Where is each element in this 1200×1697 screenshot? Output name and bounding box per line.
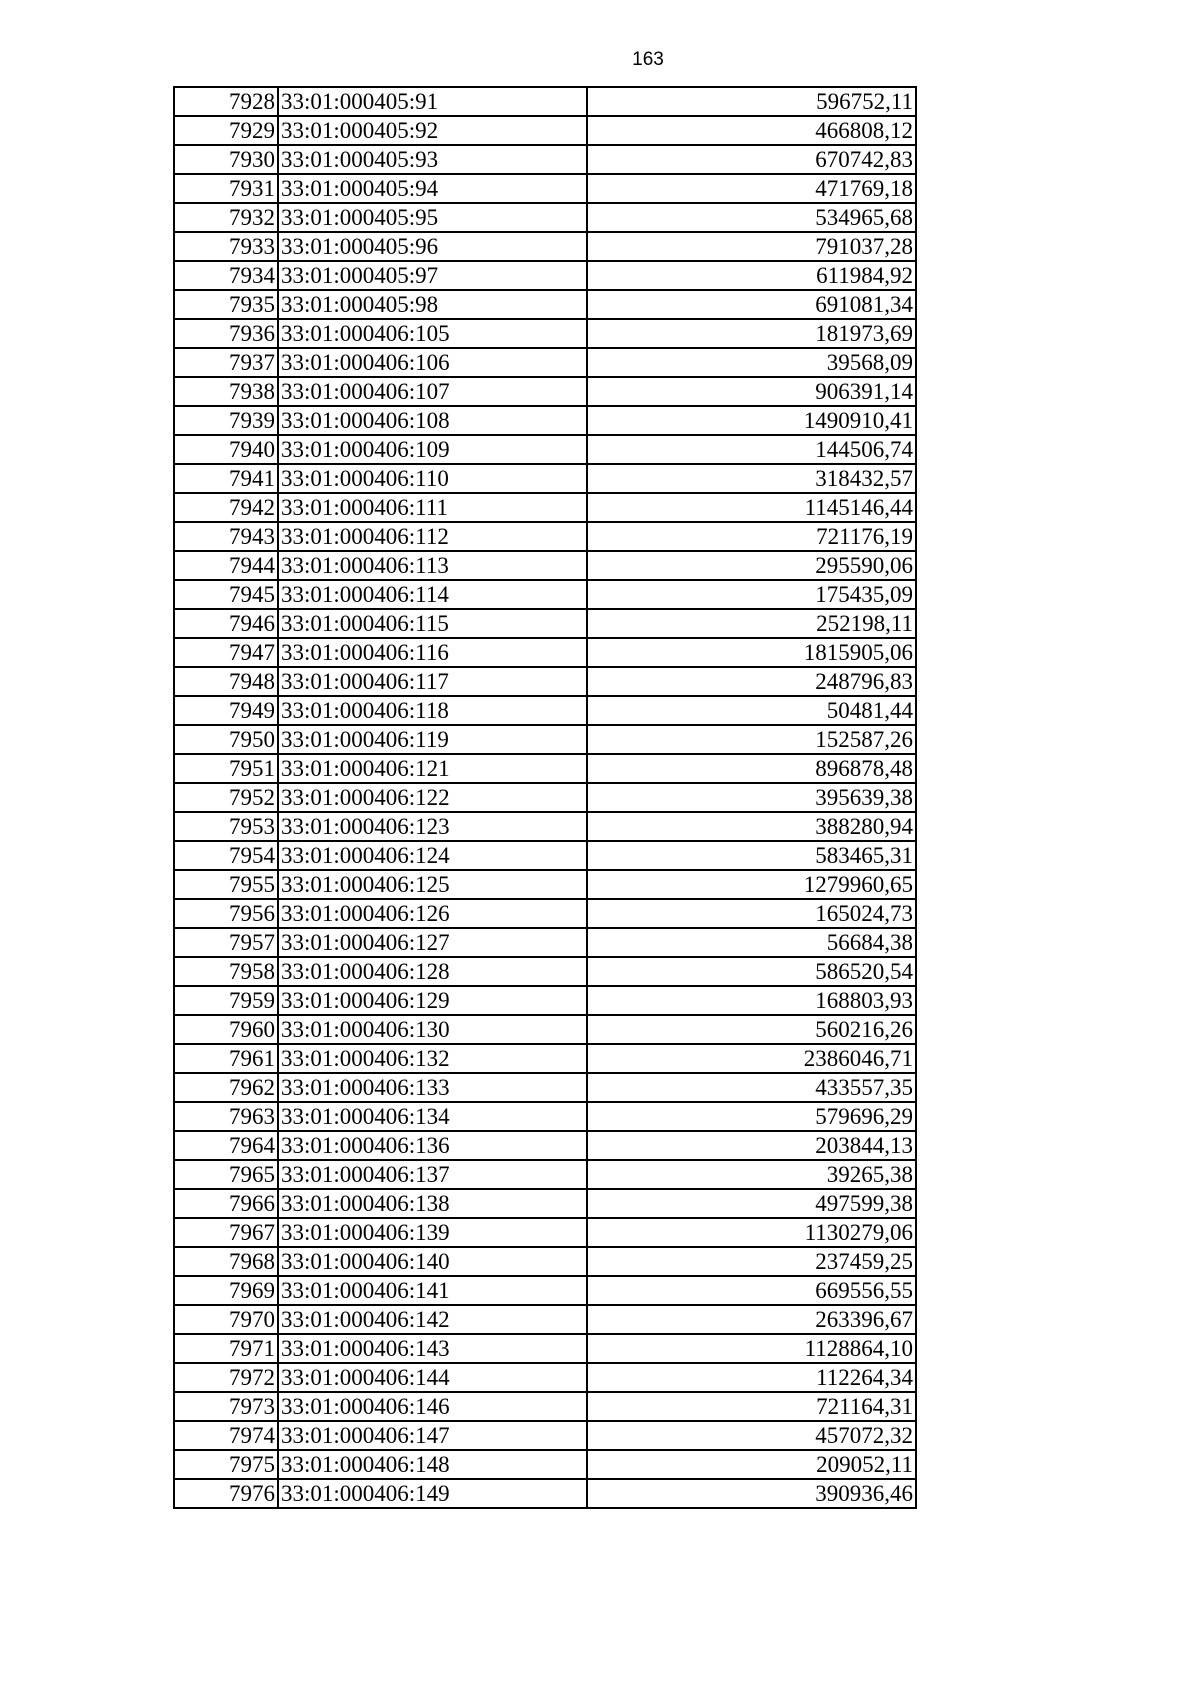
table-row (174, 1392, 916, 1421)
value-cell: 181973,69 (587, 319, 916, 348)
table-row (174, 696, 916, 725)
value-cell: 1128864,10 (587, 1334, 916, 1363)
row-number-cell: 7944 (174, 551, 278, 580)
value-cell: 203844,13 (587, 1131, 916, 1160)
row-number-cell: 7965 (174, 1160, 278, 1189)
cadastral-number-cell: 33:01:000406:110 (278, 464, 587, 493)
value-cell: 50481,44 (587, 696, 916, 725)
table-row (174, 899, 916, 928)
table-row (174, 87, 916, 116)
table-row (174, 1363, 916, 1392)
table-row (174, 232, 916, 261)
value-cell: 295590,06 (587, 551, 916, 580)
row-number-cell: 7961 (174, 1044, 278, 1073)
table-row (174, 261, 916, 290)
row-number-cell: 7971 (174, 1334, 278, 1363)
table-row (174, 203, 916, 232)
cadastral-number-cell: 33:01:000406:133 (278, 1073, 587, 1102)
cadastral-number-cell: 33:01:000406:143 (278, 1334, 587, 1363)
row-number-cell: 7959 (174, 986, 278, 1015)
value-cell: 165024,73 (587, 899, 916, 928)
cadastral-number-cell: 33:01:000406:140 (278, 1247, 587, 1276)
row-number-cell: 7974 (174, 1421, 278, 1450)
value-cell: 39568,09 (587, 348, 916, 377)
row-number-cell: 7968 (174, 1247, 278, 1276)
value-cell: 209052,11 (587, 1450, 916, 1479)
cadastral-number-cell: 33:01:000406:108 (278, 406, 587, 435)
cadastral-number-cell: 33:01:000406:142 (278, 1305, 587, 1334)
row-number-cell: 7941 (174, 464, 278, 493)
table-row (174, 725, 916, 754)
table-row (174, 116, 916, 145)
page-number: 163 (632, 49, 664, 70)
table-row (174, 377, 916, 406)
row-number-cell: 7949 (174, 696, 278, 725)
table-row (174, 812, 916, 841)
table-row (174, 406, 916, 435)
row-number-cell: 7940 (174, 435, 278, 464)
cadastre-table (173, 86, 917, 1509)
cadastral-number-cell: 33:01:000406:105 (278, 319, 587, 348)
table-body (174, 87, 916, 1508)
row-number-cell: 7973 (174, 1392, 278, 1421)
table-row (174, 348, 916, 377)
value-cell: 388280,94 (587, 812, 916, 841)
table-row (174, 870, 916, 899)
cadastral-number-cell: 33:01:000406:114 (278, 580, 587, 609)
value-cell: 56684,38 (587, 928, 916, 957)
value-cell: 1279960,65 (587, 870, 916, 899)
cadastral-number-cell: 33:01:000406:116 (278, 638, 587, 667)
table-row (174, 1276, 916, 1305)
table-row (174, 1160, 916, 1189)
value-cell: 721176,19 (587, 522, 916, 551)
table-row (174, 1189, 916, 1218)
value-cell: 318432,57 (587, 464, 916, 493)
table-row (174, 290, 916, 319)
row-number-cell: 7937 (174, 348, 278, 377)
row-number-cell: 7945 (174, 580, 278, 609)
row-number-cell: 7953 (174, 812, 278, 841)
cadastral-number-cell: 33:01:000406:147 (278, 1421, 587, 1450)
row-number-cell: 7951 (174, 754, 278, 783)
row-number-cell: 7933 (174, 232, 278, 261)
table-row (174, 1450, 916, 1479)
row-number-cell: 7948 (174, 667, 278, 696)
table-row (174, 928, 916, 957)
cadastral-number-cell: 33:01:000405:96 (278, 232, 587, 261)
table-row (174, 1102, 916, 1131)
value-cell: 1815905,06 (587, 638, 916, 667)
table-row (174, 522, 916, 551)
cadastral-number-cell: 33:01:000406:146 (278, 1392, 587, 1421)
value-cell: 596752,11 (587, 87, 916, 116)
table-row (174, 957, 916, 986)
table-row (174, 1015, 916, 1044)
value-cell: 39265,38 (587, 1160, 916, 1189)
cadastral-number-cell: 33:01:000406:136 (278, 1131, 587, 1160)
cadastral-number-cell: 33:01:000406:149 (278, 1479, 587, 1508)
cadastral-number-cell: 33:01:000406:139 (278, 1218, 587, 1247)
value-cell: 433557,35 (587, 1073, 916, 1102)
value-cell: 237459,25 (587, 1247, 916, 1276)
table-row (174, 609, 916, 638)
value-cell: 252198,11 (587, 609, 916, 638)
table-row (174, 986, 916, 1015)
table-row (174, 638, 916, 667)
cadastral-number-cell: 33:01:000406:125 (278, 870, 587, 899)
value-cell: 457072,32 (587, 1421, 916, 1450)
row-number-cell: 7964 (174, 1131, 278, 1160)
row-number-cell: 7956 (174, 899, 278, 928)
value-cell: 1145146,44 (587, 493, 916, 522)
value-cell: 390936,46 (587, 1479, 916, 1508)
value-cell: 906391,14 (587, 377, 916, 406)
value-cell: 691081,34 (587, 290, 916, 319)
table-row (174, 145, 916, 174)
row-number-cell: 7976 (174, 1479, 278, 1508)
table-row (174, 319, 916, 348)
row-number-cell: 7963 (174, 1102, 278, 1131)
table-row (174, 1044, 916, 1073)
cadastral-number-cell: 33:01:000405:91 (278, 87, 587, 116)
cadastral-number-cell: 33:01:000406:124 (278, 841, 587, 870)
cadastral-number-cell: 33:01:000406:127 (278, 928, 587, 957)
row-number-cell: 7938 (174, 377, 278, 406)
cadastral-number-cell: 33:01:000405:97 (278, 261, 587, 290)
row-number-cell: 7954 (174, 841, 278, 870)
cadastral-number-cell: 33:01:000406:117 (278, 667, 587, 696)
cadastral-number-cell: 33:01:000406:132 (278, 1044, 587, 1073)
table-row (174, 464, 916, 493)
cadastral-number-cell: 33:01:000406:129 (278, 986, 587, 1015)
value-cell: 611984,92 (587, 261, 916, 290)
value-cell: 144506,74 (587, 435, 916, 464)
row-number-cell: 7929 (174, 116, 278, 145)
row-number-cell: 7939 (174, 406, 278, 435)
cadastral-number-cell: 33:01:000406:122 (278, 783, 587, 812)
value-cell: 152587,26 (587, 725, 916, 754)
table-row (174, 1421, 916, 1450)
value-cell: 586520,54 (587, 957, 916, 986)
value-cell: 471769,18 (587, 174, 916, 203)
row-number-cell: 7972 (174, 1363, 278, 1392)
row-number-cell: 7967 (174, 1218, 278, 1247)
row-number-cell: 7960 (174, 1015, 278, 1044)
cadastral-number-cell: 33:01:000406:109 (278, 435, 587, 464)
value-cell: 896878,48 (587, 754, 916, 783)
row-number-cell: 7942 (174, 493, 278, 522)
value-cell: 1130279,06 (587, 1218, 916, 1247)
table-row (174, 841, 916, 870)
table-row (174, 754, 916, 783)
row-number-cell: 7966 (174, 1189, 278, 1218)
row-number-cell: 7930 (174, 145, 278, 174)
row-number-cell: 7935 (174, 290, 278, 319)
row-number-cell: 7962 (174, 1073, 278, 1102)
cadastral-number-cell: 33:01:000405:94 (278, 174, 587, 203)
value-cell: 560216,26 (587, 1015, 916, 1044)
table-row (174, 580, 916, 609)
cadastral-number-cell: 33:01:000406:118 (278, 696, 587, 725)
cadastral-number-cell: 33:01:000406:111 (278, 493, 587, 522)
value-cell: 534965,68 (587, 203, 916, 232)
row-number-cell: 7947 (174, 638, 278, 667)
cadastral-number-cell: 33:01:000406:141 (278, 1276, 587, 1305)
cadastral-number-cell: 33:01:000406:107 (278, 377, 587, 406)
cadastral-number-cell: 33:01:000405:95 (278, 203, 587, 232)
row-number-cell: 7952 (174, 783, 278, 812)
cadastral-number-cell: 33:01:000406:119 (278, 725, 587, 754)
table-row (174, 174, 916, 203)
table-row (174, 1479, 916, 1508)
table-row (174, 1131, 916, 1160)
row-number-cell: 7969 (174, 1276, 278, 1305)
cadastral-number-cell: 33:01:000406:128 (278, 957, 587, 986)
row-number-cell: 7932 (174, 203, 278, 232)
table-row (174, 1334, 916, 1363)
row-number-cell: 7928 (174, 87, 278, 116)
table-row (174, 783, 916, 812)
cadastral-number-cell: 33:01:000406:137 (278, 1160, 587, 1189)
value-cell: 1490910,41 (587, 406, 916, 435)
cadastral-number-cell: 33:01:000406:113 (278, 551, 587, 580)
table-row (174, 551, 916, 580)
row-number-cell: 7950 (174, 725, 278, 754)
row-number-cell: 7936 (174, 319, 278, 348)
cadastral-number-cell: 33:01:000406:148 (278, 1450, 587, 1479)
cadastral-number-cell: 33:01:000406:121 (278, 754, 587, 783)
value-cell: 175435,09 (587, 580, 916, 609)
cadastral-number-cell: 33:01:000405:93 (278, 145, 587, 174)
table-row (174, 435, 916, 464)
cadastral-number-cell: 33:01:000406:144 (278, 1363, 587, 1392)
value-cell: 263396,67 (587, 1305, 916, 1334)
value-cell: 669556,55 (587, 1276, 916, 1305)
value-cell: 497599,38 (587, 1189, 916, 1218)
table-row (174, 1218, 916, 1247)
row-number-cell: 7955 (174, 870, 278, 899)
value-cell: 791037,28 (587, 232, 916, 261)
row-number-cell: 7934 (174, 261, 278, 290)
table-row (174, 1073, 916, 1102)
row-number-cell: 7957 (174, 928, 278, 957)
row-number-cell: 7943 (174, 522, 278, 551)
value-cell: 248796,83 (587, 667, 916, 696)
value-cell: 2386046,71 (587, 1044, 916, 1073)
value-cell: 168803,93 (587, 986, 916, 1015)
value-cell: 579696,29 (587, 1102, 916, 1131)
value-cell: 395639,38 (587, 783, 916, 812)
table-row (174, 1305, 916, 1334)
cadastral-number-cell: 33:01:000406:130 (278, 1015, 587, 1044)
cadastral-number-cell: 33:01:000405:92 (278, 116, 587, 145)
value-cell: 583465,31 (587, 841, 916, 870)
cadastral-number-cell: 33:01:000406:115 (278, 609, 587, 638)
value-cell: 670742,83 (587, 145, 916, 174)
table-row (174, 1247, 916, 1276)
row-number-cell: 7946 (174, 609, 278, 638)
cadastral-number-cell: 33:01:000405:98 (278, 290, 587, 319)
cadastral-number-cell: 33:01:000406:126 (278, 899, 587, 928)
cadastral-number-cell: 33:01:000406:112 (278, 522, 587, 551)
row-number-cell: 7970 (174, 1305, 278, 1334)
cadastral-number-cell: 33:01:000406:106 (278, 348, 587, 377)
table-row (174, 667, 916, 696)
table-row (174, 493, 916, 522)
row-number-cell: 7931 (174, 174, 278, 203)
cadastral-number-cell: 33:01:000406:134 (278, 1102, 587, 1131)
value-cell: 466808,12 (587, 116, 916, 145)
row-number-cell: 7958 (174, 957, 278, 986)
value-cell: 112264,34 (587, 1363, 916, 1392)
cadastral-number-cell: 33:01:000406:138 (278, 1189, 587, 1218)
value-cell: 721164,31 (587, 1392, 916, 1421)
row-number-cell: 7975 (174, 1450, 278, 1479)
cadastral-number-cell: 33:01:000406:123 (278, 812, 587, 841)
